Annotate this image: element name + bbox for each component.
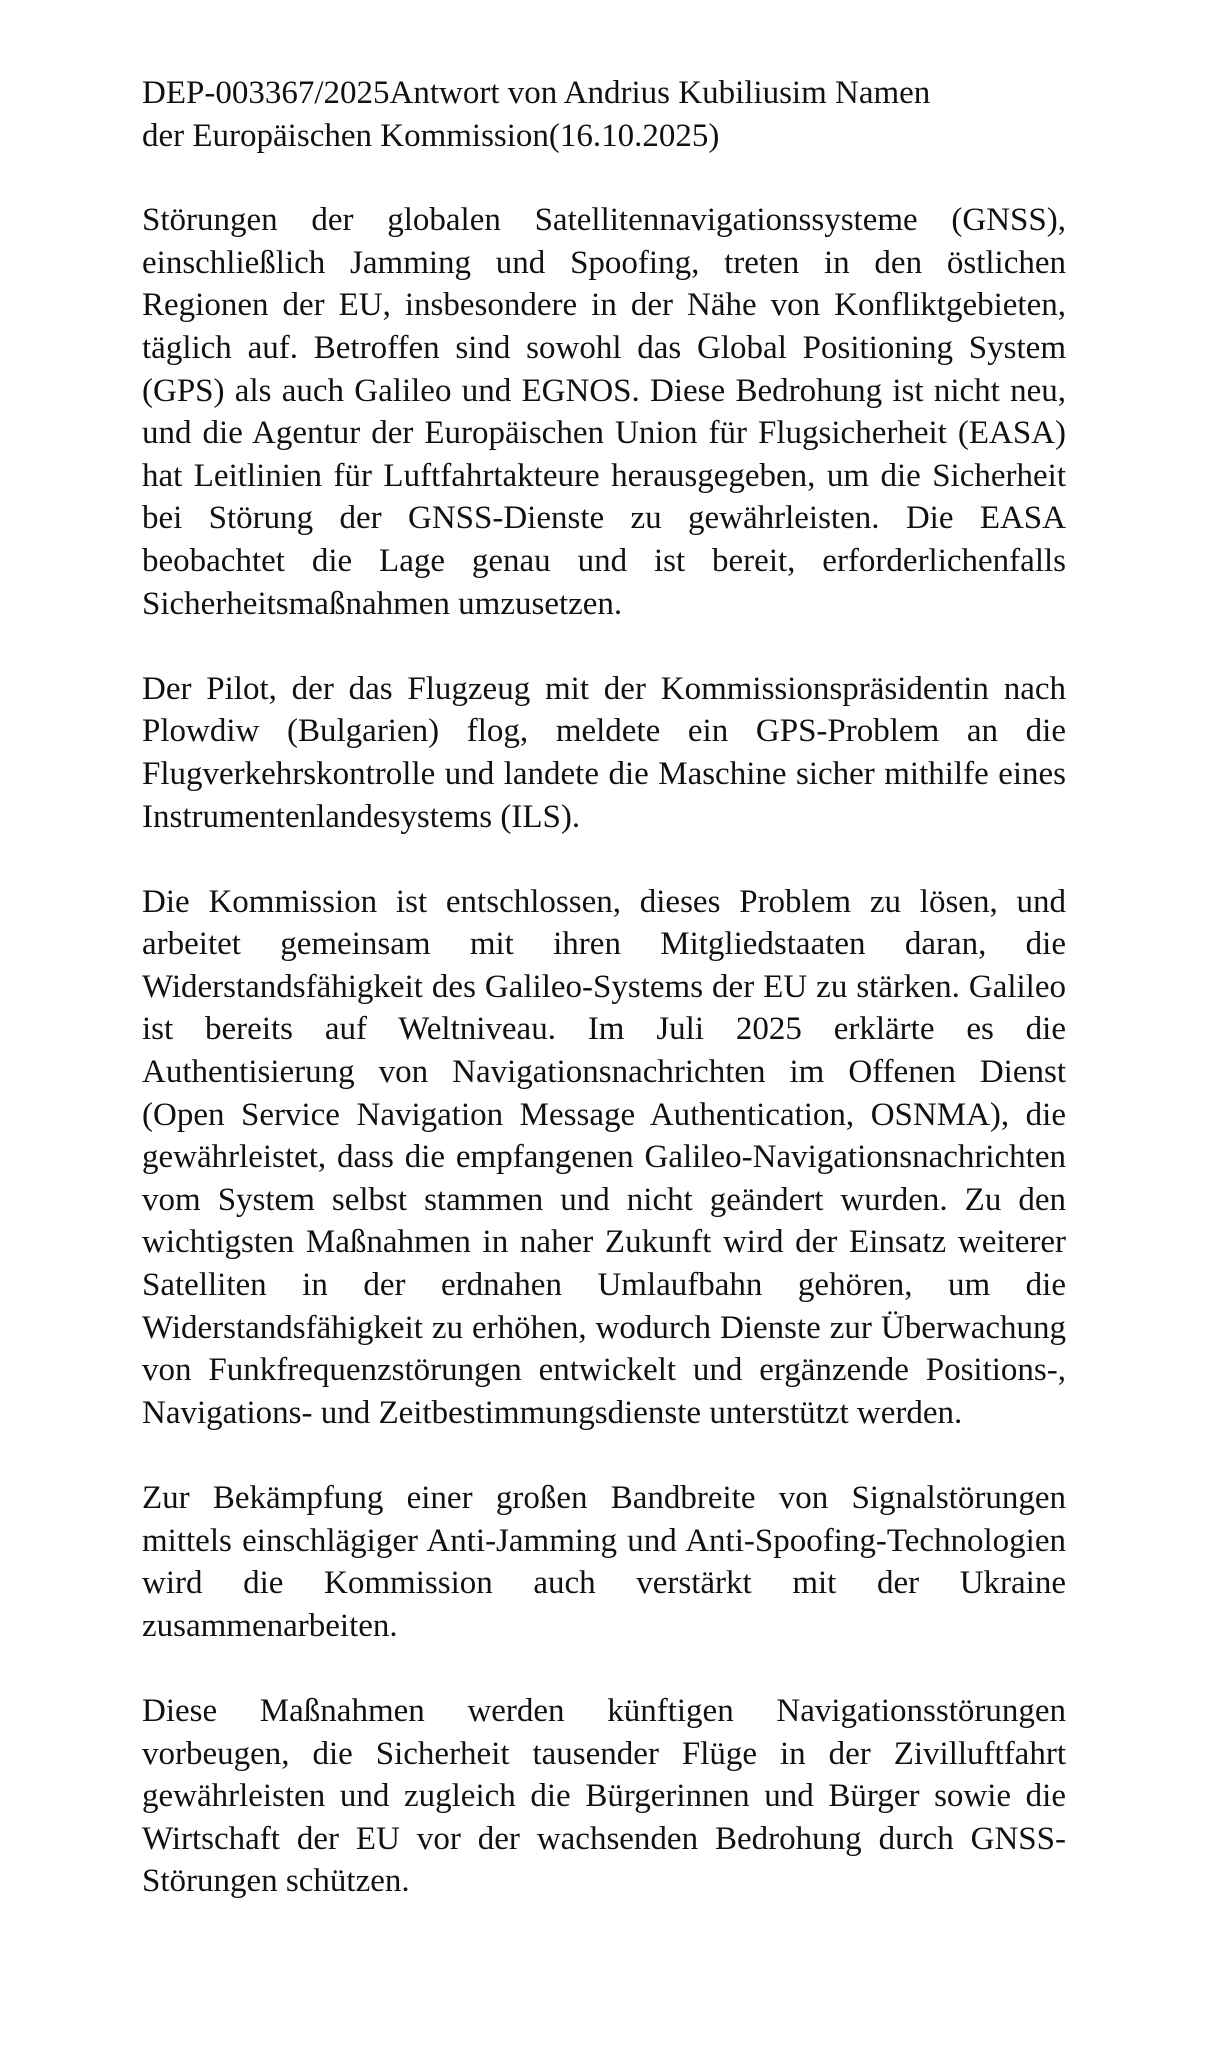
document-header bbox=[142, 72, 1066, 157]
paragraph-gnss-interference: Störungen der globalen Satellitennavigationssysteme (GNSS), einschließlich Jamming und Spoofing, treten in den östlichen Regionen der EU, insbesondere in der Nähe von Konfliktgebieten, täglich auf. Betroffen sind sowohl das Global Positioning System (GPS) als auch Galileo und EGNOS. Diese Bedrohung ist nicht neu, und die Agentur der Europäischen Union für Flugsicherheit (EASA) hat Leitlinien für Luftfahrtakteure herausgegeben, um die Sicherheit bei Störung der GNSS-Dienste zu gewährleisten. Die EASA beobachtet die Lage genau und ist bereit, erforderlichenfalls Sicherheitsmaßnahmen umzusetzen. bbox=[142, 202, 1066, 622]
header-line-commission-date: der Europäischen Kommission(16.10.2025) bbox=[142, 117, 720, 154]
paragraph-ukraine-cooperation: Zur Bekämpfung einer großen Bandbreite von Signalstörungen mittels einschlägiger Anti-Jamming und Anti-Spoofing-Technologien wird die Kommission auch verstärkt mit der Ukraine zusammenarbeiten. bbox=[142, 1480, 1066, 1644]
paragraph-galileo-resilience: Die Kommission ist entschlossen, dieses Problem zu lösen, und arbeitet gemeinsam mit ihren Mitgliedstaaten daran, die Widerstandsfähigkeit des Galileo-Systems der EU zu stärken. Galileo ist bereits auf Weltniveau. Im Juli 2025 erklärte es die Authentisierung von Navigationsnachrichten im Offenen Dienst (Open Service Navigation Message Authentication, OSNMA), die gewährleistet, dass die empfangenen Galileo-Navigationsnachrichten vom System selbst stammen und nicht geändert wurden. Zu den wichtigsten Maßnahmen in naher Zukunft wird der Einsatz weiterer Satelliten in der erdnahen Umlaufbahn gehören, um die Widerstandsfähigkeit zu erhöhen, wodurch Dienste zur Überwachung von Funkfrequenzstörungen entwickelt und ergänzende Positions-, Navigations- und Zeitbestimmungsdienste unterstützt werden. bbox=[142, 883, 1066, 1431]
paragraph-plovdiv-flight: Der Pilot, der das Flugzeug mit der Kommissionspräsidentin nach Plowdiw (Bulgarien) flog, meldete ein GPS-Problem an die Flugverkehrskontrolle und landete die Maschine sicher mithilfe eines Instrumentenlandesystems (ILS). bbox=[142, 670, 1066, 835]
answer-document bbox=[142, 72, 1066, 1903]
paragraph-conclusion: Diese Maßnahmen werden künftigen Navigationsstörungen vorbeugen, die Sicherheit tausender Flüge in der Zivilluftfahrt gewährleisten und zugleich die Bürgerinnen und Bürger sowie die Wirtschaft der EU vor der wachsenden Bedrohung durch GNSS-Störungen schützen. bbox=[142, 1692, 1066, 1900]
header-line-reference: DEP-003367/2025Antwort von Andrius Kubiliusim Namen bbox=[142, 75, 931, 111]
